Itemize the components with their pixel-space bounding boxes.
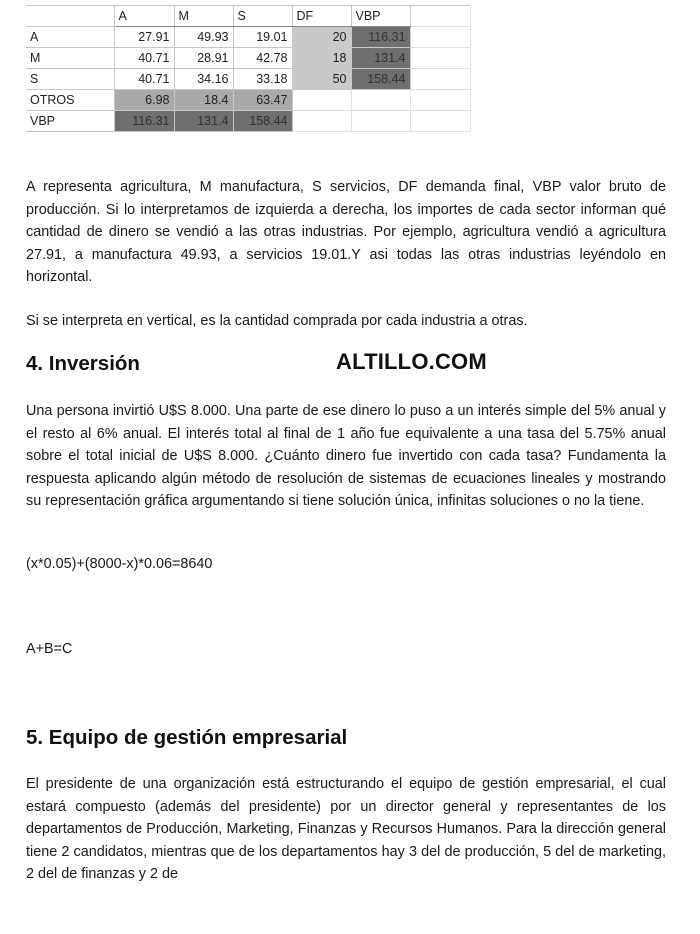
header-cell-s: S: [233, 6, 292, 27]
empty-cell: [351, 111, 410, 132]
header-cell-vbp: VBP: [351, 6, 410, 27]
vertical-reading-paragraph: Si se interpreta en vertical, es la cantidad comprada por cada industria a otras.: [26, 313, 528, 329]
table-cell: 40.71: [114, 48, 174, 69]
table-cell-df: 18: [292, 48, 351, 69]
section-4-heading: 4. Inversión: [26, 352, 140, 375]
table-row: [26, 48, 470, 69]
table-row: [26, 27, 470, 48]
table-cell-vbp: 158.44: [351, 69, 410, 90]
equation-line: A+B=C: [26, 641, 73, 657]
table-row: [26, 111, 470, 132]
table-cell: 34.16: [174, 69, 233, 90]
table-cell-otros: 63.47: [233, 90, 292, 111]
table-cell: 19.01: [233, 27, 292, 48]
table-cell: 27.91: [114, 27, 174, 48]
table-cell-otros: 18.4: [174, 90, 233, 111]
empty-cell: [410, 90, 470, 111]
empty-cell: [292, 111, 351, 132]
empty-cell: [351, 90, 410, 111]
row-label: VBP: [26, 111, 114, 132]
table-cell: 40.71: [114, 69, 174, 90]
header-cell-m: M: [174, 6, 233, 27]
table-cell-vbp-total: 158.44: [233, 111, 292, 132]
table-cell-df: 20: [292, 27, 351, 48]
empty-cell: [410, 69, 470, 90]
table-header-row: [26, 6, 470, 27]
equation-line: (x*0.05)+(8000-x)*0.06=8640: [26, 556, 213, 572]
table-cell-vbp: 116.31: [351, 27, 410, 48]
empty-cell: [410, 111, 470, 132]
management-team-paragraph: El presidente de una organización está estructurando el equipo de gestión empresarial, el cual estará compuesto (además del presidente) por un director general y representantes de los departamentos de Producción, Marketing, Finanzas y Recursos Humanos. Para la dirección general tiene 2 candidatos, mientras que de los departamentos hay 3 del de producción, 5 del de marketing, 2 del de finanzas y 2 de: [26, 776, 666, 882]
table-cell-otros: 6.98: [114, 90, 174, 111]
empty-cell: [410, 48, 470, 69]
table-row: [26, 69, 470, 90]
table-cell-df: 50: [292, 69, 351, 90]
investment-problem-paragraph: Una persona invirtió U$S 8.000. Una parte de ese dinero lo puso a un interés simple del 5% anual y el resto al 6% anual. El interés total al final de 1 año fue equivalente a una tasa del 5.75% anual sobre el total inicial de U$S 8.000. ¿Cuánto dinero fue invertido con cada tasa? Fundamenta la respuesta aplicando algún método de resolución de sistemas de ecuaciones lineales y mostrando su representación gráfica argumentando si tiene solución única, infinitas soluciones o no la tiene.: [26, 403, 666, 509]
table-cell-vbp: 131.4: [351, 48, 410, 69]
header-cell-blank: [26, 6, 114, 27]
table-cell: 33.18: [233, 69, 292, 90]
table-cell: 49.93: [174, 27, 233, 48]
section-5-heading: 5. Equipo de gestión empresarial: [26, 726, 348, 749]
header-cell-a: A: [114, 6, 174, 27]
table-explanation-paragraph: A representa agricultura, M manufactura, S servicios, DF demanda final, VBP valor bruto de producción. Si lo interpretamos de izquierda a derecha, los importes de cada sector informan qué cantidad de dinero se vendió a las otras industrias. Por ejemplo, agricultura vendió a agricultura 27.91, a manufactura 49.93, a servicios 19.01.Y asi todas las otras industrias leyéndolo en horizontal.: [26, 179, 666, 285]
header-cell-df: DF: [292, 6, 351, 27]
empty-cell: [410, 27, 470, 48]
altillo-watermark: ALTILLO.COM: [336, 349, 487, 374]
empty-cell: [410, 6, 470, 27]
table-cell-vbp-total: 131.4: [174, 111, 233, 132]
row-label: S: [26, 69, 114, 90]
row-label: A: [26, 27, 114, 48]
table-cell-vbp-total: 116.31: [114, 111, 174, 132]
empty-cell: [292, 90, 351, 111]
table-row: [26, 90, 470, 111]
table-cell: 28.91: [174, 48, 233, 69]
row-label: OTROS: [26, 90, 114, 111]
table-cell: 42.78: [233, 48, 292, 69]
input-output-table: [26, 5, 471, 132]
row-label: M: [26, 48, 114, 69]
